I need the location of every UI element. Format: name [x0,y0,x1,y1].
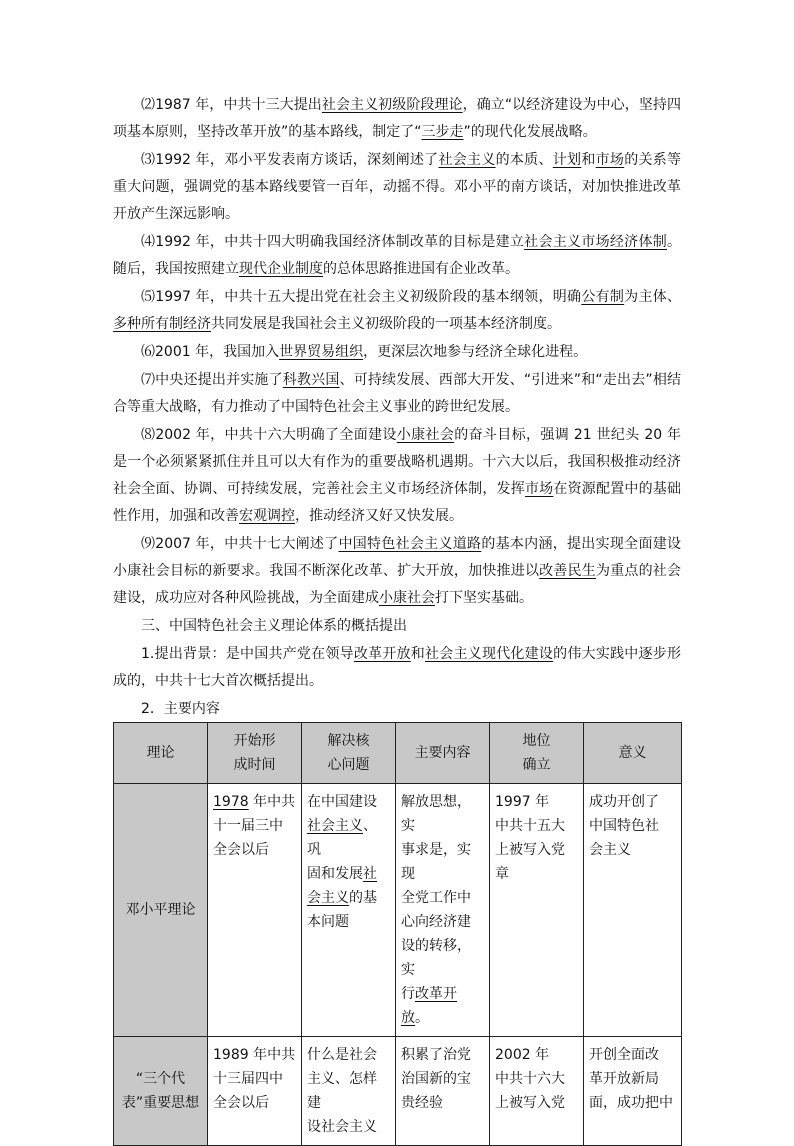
header-text: 解决核 [327,733,370,749]
cell-line [307,790,390,814]
start-time-cell [208,784,302,1037]
text-segment: 打下坚实基础。 [435,590,533,606]
text-segment: ⑼2007 年，中共十七大阐述了 [141,536,339,552]
cell-text: 设社会主义 [307,1119,377,1135]
cell-line [589,1043,676,1067]
cell-text: 贵经验 [401,1095,443,1111]
text-segment: ⑸1997 年，中共十五大提出党在社会主义初级阶段的基本纲领，明确 [141,289,582,305]
text-segment: 为主体、 [624,289,682,305]
cell-line [401,934,484,982]
underlined-term: 市场 [524,481,554,497]
cell-text: 主义、怎样建 [307,1071,377,1111]
cell-line [213,1043,296,1067]
cell-text: 什么是社会 [307,1047,377,1063]
paragraph-p6 [113,339,681,366]
paragraph-p32 [113,696,681,723]
cell-line [401,1091,484,1115]
cell-line [213,1067,296,1091]
cell-text: 本问题 [307,914,349,930]
cell-line [495,1091,578,1115]
text-segment: 在资源配置中的基础性作用，加强和改善 [113,481,682,524]
text-segment: 、可持续发展、西部大开发、“引进来”和“走出去”相结合等重大战略，有力推动了中国特色社会主义事业的跨世纪发展。 [113,372,682,415]
text-segment: ⑷1992 年，中共十四大明确我国经济体制改革的目标是建立 [141,234,525,250]
underlined-term: 社会主义现代化建设 [425,646,554,662]
cell-text: 。 [415,1010,429,1026]
meaning-cell [584,784,682,1037]
cell-text: 设的转移，实 [401,938,471,978]
status-cell [490,1037,584,1146]
cell-text: 十一届三中 [213,818,283,834]
cell-line [307,910,390,934]
underlined-term: 宏观调控 [239,508,295,524]
table-header-cell [396,723,490,784]
text-segment: 2．主要内容 [141,701,220,717]
text-segment: 三、中国特色社会主义理论体系的概括提出 [141,618,407,634]
cell-text: 的基 [349,890,377,906]
text-segment: ，更深层次地参与经济全球化进程。 [363,344,588,360]
section-heading [113,613,681,640]
text-segment: ⑻2002 年，中共十六大明确了全面建设 [141,427,397,443]
cell-line [213,814,296,838]
cell-line [495,790,578,814]
cell-line [401,886,484,910]
cell-text: 章 [495,866,509,882]
text-segment: 的伟大实践中逐步形成的，中共十七大首次概括提出。 [113,646,682,689]
text-segment: ⑹2001 年，我国加入 [141,344,280,360]
cell-line [307,1067,390,1115]
text-segment: 1.提出背景：是中国共产党在领导 [141,646,354,662]
cell-text: 年中共 [248,794,296,810]
cell-text: 中共十五大 [495,818,565,834]
cell-line [495,1043,578,1067]
underlined-term: 市场 [595,152,625,168]
cell-line [307,1043,390,1067]
underlined-term: 1978 [213,794,249,810]
text-segment: ，确立“以经济建设为中心，坚持四项基本原则，坚持改革开放”的基本路线，制定了“ [113,97,681,140]
paragraph-p5 [113,284,681,338]
main-content-cell [396,1037,490,1146]
cell-line [401,838,484,886]
underlined-term: 社 [363,866,377,882]
header-text: 主要内容 [414,745,471,761]
cell-line [589,1067,676,1091]
cell-text: 中国特色社 [589,818,659,834]
table-header-cell [490,723,584,784]
table-header-row [114,723,682,784]
header-text: 意义 [618,745,647,761]
cell-text: 行 [401,986,415,1002]
table-row [114,784,682,1037]
cell-line [589,838,676,862]
underlined-term: 社会主义 [307,818,363,834]
cell-text: 、巩 [307,818,377,858]
cell-line [401,790,484,838]
cell-text: 1997 年 [495,794,550,810]
cell-text: 上被写入党 [495,842,565,858]
paragraph-p31 [113,641,681,695]
text-segment: ，推动经济又好又快发展。 [295,508,463,524]
core-problem-cell [302,784,396,1037]
cell-text: 会主义 [589,842,631,858]
underlined-term: 社会主义市场经济体制 [524,234,668,250]
text-segment: 的总体思路推进国有企业改革。 [323,261,519,277]
underlined-term: 中国特色社会主义道路 [338,536,482,552]
underlined-term: 计划 [552,152,582,168]
main-content-cell [396,784,490,1037]
underlined-term: 改革开放 [353,646,411,662]
underlined-term: 社会主义 [438,152,496,168]
cell-line [213,790,296,814]
cell-line [307,886,390,910]
cell-text: 固和发展 [307,866,363,882]
cell-line [495,838,578,862]
text-segment: 的关系等重大问题，强调党的基本路线要管一百年，动摇不得。邓小平的南方谈话，对加快推进改革开放产生深远影响。 [113,152,682,222]
cell-text: 十三届四中 [213,1071,283,1087]
cell-text: 在中国建设 [307,794,377,810]
underlined-term: 会主义 [307,890,349,906]
cell-text: 开创全面改 [589,1047,659,1063]
underlined-term: 现代企业制度 [239,261,323,277]
paragraph-p3 [113,147,681,228]
cell-line [307,862,390,886]
text-segment: ⑵1987 年，中共十三大提出 [141,97,322,113]
underlined-term: 世界贸易组织 [279,344,364,360]
cell-line [589,790,676,814]
theory-name-cell: 邓小平理论 [114,784,208,1037]
header-text: 理论 [146,745,175,761]
header-text: 成时间 [233,757,276,773]
underlined-term: 小康社会 [379,590,435,606]
meaning-cell [584,1037,682,1146]
cell-line [213,1091,296,1115]
cell-text: 革开放新局 [589,1071,659,1087]
cell-text: 上被写入党 [495,1095,565,1111]
header-text: 开始形 [233,733,276,749]
paragraph-p7 [113,367,681,421]
table-header-cell [114,723,208,784]
text-segment: 。随后，我国按照建立 [113,234,682,277]
theory-table [113,722,682,1146]
status-cell [490,784,584,1037]
text-segment: 的奋斗目标，强调 21 世纪头 20 年是一个必须紧紧抓住并且可以大有作为的重要战略机遇期。十六大以后，我国积极推动经济社会全面、协调、可持续发展，完善社会主义市场经济体制，发挥 [113,427,681,497]
cell-line [589,814,676,838]
cell-text: 成功开创了 [589,794,659,810]
cell-text: 事求是，实现 [401,842,471,882]
text-segment: ”的现代化发展战略。 [463,124,597,140]
underlined-term: 改善民生 [539,563,596,579]
cell-line [495,814,578,838]
cell-line [401,982,484,1030]
table-row [114,1037,682,1146]
start-time-cell [208,1037,302,1146]
cell-line [307,814,390,862]
cell-text: 中共十六大 [495,1071,565,1087]
theory-name-cell: “三个代表”重要思想 [114,1037,208,1146]
cell-line [589,1091,676,1115]
cell-text: 1989 年中共 [213,1047,296,1063]
text-segment: 为重点的社会建设，成功应对各种风险挑战，为全面建成 [113,563,682,606]
text-segment: 的基本内涵，提出实现全面建设小康社会目标的新要求。我国不断深化改革、扩大开放，加快推进以 [113,536,682,579]
cell-text: 全会以后 [213,1095,269,1111]
cell-line [401,910,484,934]
cell-text: 治国新的宝 [401,1071,471,1087]
text-segment: ⑺中央还提出并实施了 [141,372,283,388]
cell-line [495,862,578,886]
cell-line [401,1043,484,1067]
underlined-term: 公有制 [581,289,625,305]
cell-text: 解放思想，实 [401,794,471,834]
header-text: 确立 [522,757,551,773]
text-segment: 和 [410,646,426,662]
underlined-term: 小康社会 [396,427,455,443]
header-text: 心问题 [327,757,370,773]
underlined-term: 科教兴国 [282,372,340,388]
cell-text: 全会以后 [213,842,269,858]
cell-line [307,1115,390,1139]
underlined-term: 多种所有制经济 [113,316,211,332]
cell-text: 2002 年 [495,1047,550,1063]
paragraph-p8 [113,422,681,530]
paragraph-p4 [113,229,681,283]
header-text: 地位 [522,733,551,749]
paragraph-p2 [113,92,681,146]
text-segment: ⑶1992 年，邓小平发表南方谈话，深刻阐述了 [141,152,439,168]
core-problem-cell [302,1037,396,1146]
table-header-cell [584,723,682,784]
underlined-term: 改革开放 [401,986,457,1026]
underlined-term: 三步走 [421,124,464,140]
cell-text: 全党工作中 [401,890,471,906]
cell-text: 积累了治党 [401,1047,471,1063]
table-header-cell [208,723,302,784]
cell-line [495,1067,578,1091]
underlined-term: 社会主义初级阶段理论 [321,97,463,113]
cell-text: 面，成功把中 [589,1095,673,1111]
table-header-cell [302,723,396,784]
cell-line [213,838,296,862]
cell-text: 心向经济建 [401,914,471,930]
paragraph-p9 [113,531,681,612]
text-segment: 的本质、 [495,152,553,168]
text-segment: 共同发展是我国社会主义初级阶段的一项基本经济制度。 [211,316,561,332]
document-body [113,92,681,724]
cell-line [401,1067,484,1091]
text-segment: 和 [581,152,596,168]
